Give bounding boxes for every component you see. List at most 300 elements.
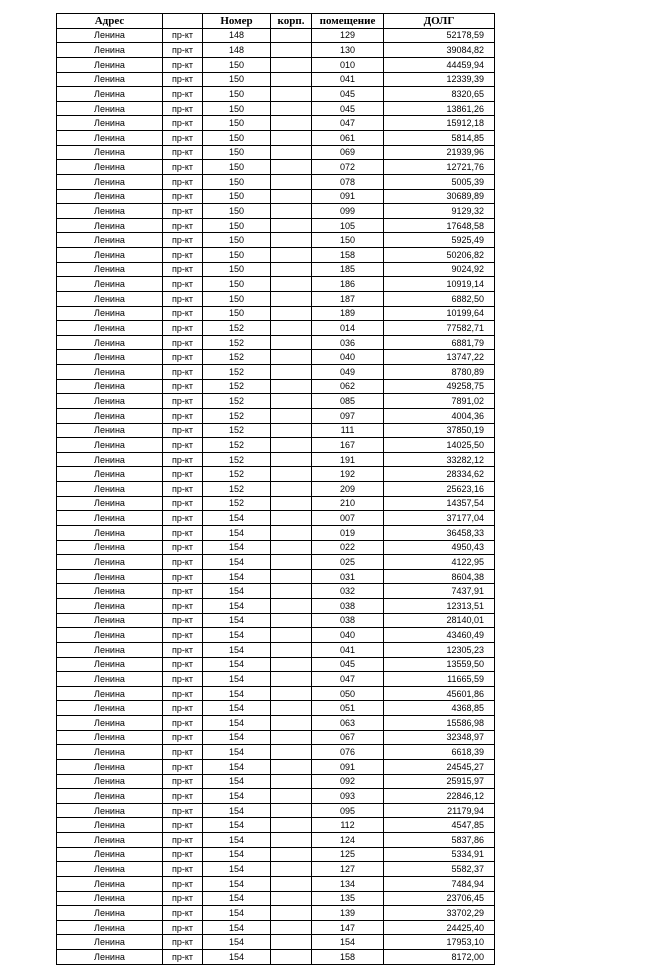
cell-house-number: 154 [203, 628, 271, 643]
cell-premises: 111 [312, 423, 384, 438]
cell-street-type: пр-кт [163, 774, 203, 789]
cell-building [271, 716, 312, 731]
cell-premises: 041 [312, 642, 384, 657]
table-row [57, 306, 495, 321]
cell-street-type: пр-кт [163, 920, 203, 935]
table-row [57, 628, 495, 643]
cell-street-type: пр-кт [163, 277, 203, 292]
cell-street: Ленина [57, 452, 163, 467]
table-row [57, 525, 495, 540]
cell-street: Ленина [57, 87, 163, 102]
cell-debt: 25623,16 [384, 482, 495, 497]
cell-street-type: пр-кт [163, 701, 203, 716]
cell-street: Ленина [57, 950, 163, 965]
cell-debt: 4547,85 [384, 818, 495, 833]
cell-debt: 28140,01 [384, 613, 495, 628]
cell-premises: 139 [312, 906, 384, 921]
table-row [57, 467, 495, 482]
cell-street-type: пр-кт [163, 248, 203, 263]
cell-building [271, 613, 312, 628]
cell-premises: 045 [312, 101, 384, 116]
cell-street: Ленина [57, 57, 163, 72]
cell-house-number: 150 [203, 233, 271, 248]
cell-debt: 44459,94 [384, 57, 495, 72]
cell-building [271, 72, 312, 87]
debt-table-sheet [56, 13, 495, 965]
table-row [57, 116, 495, 131]
cell-street: Ленина [57, 131, 163, 146]
cell-street: Ленина [57, 642, 163, 657]
cell-building [271, 57, 312, 72]
cell-street-type: пр-кт [163, 131, 203, 146]
cell-street-type: пр-кт [163, 686, 203, 701]
cell-building [271, 935, 312, 950]
cell-street-type: пр-кт [163, 584, 203, 599]
cell-debt: 17953,10 [384, 935, 495, 950]
cell-house-number: 150 [203, 248, 271, 263]
cell-building [271, 218, 312, 233]
table-row [57, 160, 495, 175]
cell-house-number: 150 [203, 160, 271, 175]
cell-house-number: 150 [203, 87, 271, 102]
cell-debt: 5582,37 [384, 862, 495, 877]
cell-premises: 127 [312, 862, 384, 877]
cell-street-type: пр-кт [163, 672, 203, 687]
cell-street: Ленина [57, 262, 163, 277]
cell-debt: 17648,58 [384, 218, 495, 233]
cell-house-number: 152 [203, 365, 271, 380]
cell-street: Ленина [57, 672, 163, 687]
cell-premises: 031 [312, 569, 384, 584]
table-row [57, 950, 495, 965]
cell-house-number: 154 [203, 950, 271, 965]
cell-house-number: 154 [203, 891, 271, 906]
cell-street-type: пр-кт [163, 789, 203, 804]
cell-premises: 051 [312, 701, 384, 716]
cell-premises: 167 [312, 438, 384, 453]
cell-street: Ленина [57, 511, 163, 526]
cell-building [271, 467, 312, 482]
cell-debt: 10919,14 [384, 277, 495, 292]
cell-premises: 041 [312, 72, 384, 87]
cell-premises: 210 [312, 496, 384, 511]
cell-debt: 50206,82 [384, 248, 495, 263]
cell-debt: 30689,89 [384, 189, 495, 204]
cell-house-number: 154 [203, 716, 271, 731]
cell-street: Ленина [57, 291, 163, 306]
cell-debt: 13559,50 [384, 657, 495, 672]
cell-street: Ленина [57, 28, 163, 43]
table-row [57, 920, 495, 935]
table-row [57, 365, 495, 380]
cell-premises: 038 [312, 613, 384, 628]
cell-house-number: 154 [203, 847, 271, 862]
cell-premises: 130 [312, 43, 384, 58]
cell-premises: 124 [312, 833, 384, 848]
debt-table [56, 13, 495, 965]
cell-street-type: пр-кт [163, 174, 203, 189]
cell-house-number: 150 [203, 277, 271, 292]
table-row [57, 789, 495, 804]
cell-street-type: пр-кт [163, 28, 203, 43]
cell-debt: 49258,75 [384, 379, 495, 394]
table-row [57, 672, 495, 687]
cell-street: Ленина [57, 204, 163, 219]
cell-house-number: 150 [203, 189, 271, 204]
table-row [57, 818, 495, 833]
cell-premises: 072 [312, 160, 384, 175]
cell-debt: 6882,50 [384, 291, 495, 306]
cell-street-type: пр-кт [163, 730, 203, 745]
cell-building [271, 423, 312, 438]
cell-street: Ленина [57, 423, 163, 438]
cell-street: Ленина [57, 789, 163, 804]
cell-debt: 13747,22 [384, 350, 495, 365]
cell-premises: 032 [312, 584, 384, 599]
cell-building [271, 847, 312, 862]
cell-building [271, 818, 312, 833]
cell-premises: 092 [312, 774, 384, 789]
cell-street: Ленина [57, 174, 163, 189]
cell-premises: 158 [312, 950, 384, 965]
cell-building [271, 394, 312, 409]
cell-premises: 062 [312, 379, 384, 394]
header-street-type [163, 14, 203, 29]
cell-street: Ленина [57, 862, 163, 877]
cell-house-number: 150 [203, 204, 271, 219]
cell-debt: 6618,39 [384, 745, 495, 760]
cell-premises: 007 [312, 511, 384, 526]
cell-premises: 050 [312, 686, 384, 701]
cell-building [271, 642, 312, 657]
cell-debt: 12721,76 [384, 160, 495, 175]
cell-street: Ленина [57, 569, 163, 584]
cell-street: Ленина [57, 101, 163, 116]
cell-debt: 12313,51 [384, 599, 495, 614]
table-row [57, 350, 495, 365]
cell-premises: 095 [312, 803, 384, 818]
cell-premises: 036 [312, 335, 384, 350]
cell-debt: 5925,49 [384, 233, 495, 248]
table-row [57, 408, 495, 423]
cell-premises: 010 [312, 57, 384, 72]
cell-street: Ленина [57, 496, 163, 511]
cell-debt: 14025,50 [384, 438, 495, 453]
cell-house-number: 154 [203, 935, 271, 950]
cell-premises: 189 [312, 306, 384, 321]
table-row [57, 291, 495, 306]
cell-building [271, 628, 312, 643]
cell-street-type: пр-кт [163, 862, 203, 877]
cell-street-type: пр-кт [163, 423, 203, 438]
cell-street: Ленина [57, 716, 163, 731]
table-row [57, 379, 495, 394]
table-row [57, 131, 495, 146]
cell-street-type: пр-кт [163, 876, 203, 891]
cell-street-type: пр-кт [163, 935, 203, 950]
cell-house-number: 154 [203, 599, 271, 614]
cell-debt: 5814,85 [384, 131, 495, 146]
cell-building [271, 43, 312, 58]
cell-building [271, 291, 312, 306]
table-row [57, 204, 495, 219]
table-row [57, 321, 495, 336]
cell-house-number: 152 [203, 467, 271, 482]
table-row [57, 72, 495, 87]
cell-street: Ленина [57, 759, 163, 774]
cell-street: Ленина [57, 365, 163, 380]
cell-street: Ленина [57, 803, 163, 818]
cell-street-type: пр-кт [163, 759, 203, 774]
cell-street: Ленина [57, 306, 163, 321]
cell-debt: 52178,59 [384, 28, 495, 43]
cell-premises: 125 [312, 847, 384, 862]
cell-premises: 076 [312, 745, 384, 760]
cell-street-type: пр-кт [163, 408, 203, 423]
cell-building [271, 145, 312, 160]
cell-street-type: пр-кт [163, 569, 203, 584]
table-row [57, 452, 495, 467]
table-row [57, 423, 495, 438]
table-row [57, 716, 495, 731]
cell-street-type: пр-кт [163, 160, 203, 175]
cell-house-number: 154 [203, 525, 271, 540]
cell-house-number: 150 [203, 145, 271, 160]
cell-house-number: 150 [203, 262, 271, 277]
cell-building [271, 379, 312, 394]
table-row [57, 87, 495, 102]
cell-premises: 047 [312, 672, 384, 687]
cell-premises: 078 [312, 174, 384, 189]
cell-street-type: пр-кт [163, 496, 203, 511]
cell-building [271, 28, 312, 43]
cell-street-type: пр-кт [163, 745, 203, 760]
table-row [57, 189, 495, 204]
cell-street: Ленина [57, 467, 163, 482]
cell-building [271, 833, 312, 848]
cell-premises: 063 [312, 716, 384, 731]
cell-building [271, 452, 312, 467]
cell-debt: 33282,12 [384, 452, 495, 467]
cell-house-number: 154 [203, 730, 271, 745]
cell-street: Ленина [57, 818, 163, 833]
cell-building [271, 116, 312, 131]
cell-building [271, 101, 312, 116]
cell-debt: 7891,02 [384, 394, 495, 409]
cell-house-number: 150 [203, 131, 271, 146]
cell-house-number: 148 [203, 28, 271, 43]
cell-premises: 019 [312, 525, 384, 540]
cell-premises: 150 [312, 233, 384, 248]
cell-premises: 209 [312, 482, 384, 497]
cell-house-number: 152 [203, 482, 271, 497]
cell-premises: 154 [312, 935, 384, 950]
cell-building [271, 204, 312, 219]
cell-premises: 134 [312, 876, 384, 891]
cell-premises: 187 [312, 291, 384, 306]
cell-house-number: 154 [203, 876, 271, 891]
cell-street-type: пр-кт [163, 350, 203, 365]
table-row [57, 642, 495, 657]
cell-debt: 7484,94 [384, 876, 495, 891]
cell-street-type: пр-кт [163, 613, 203, 628]
cell-building [271, 906, 312, 921]
cell-house-number: 154 [203, 789, 271, 804]
table-row [57, 555, 495, 570]
cell-house-number: 152 [203, 321, 271, 336]
cell-street-type: пр-кт [163, 628, 203, 643]
cell-street: Ленина [57, 116, 163, 131]
header-house-number: Номер [203, 14, 271, 29]
cell-street: Ленина [57, 350, 163, 365]
cell-street: Ленина [57, 233, 163, 248]
cell-building [271, 131, 312, 146]
cell-house-number: 154 [203, 803, 271, 818]
cell-premises: 191 [312, 452, 384, 467]
cell-building [271, 759, 312, 774]
cell-street-type: пр-кт [163, 818, 203, 833]
cell-street-type: пр-кт [163, 555, 203, 570]
cell-street-type: пр-кт [163, 950, 203, 965]
cell-debt: 12305,23 [384, 642, 495, 657]
table-row [57, 584, 495, 599]
cell-premises: 025 [312, 555, 384, 570]
table-row [57, 248, 495, 263]
cell-debt: 6881,79 [384, 335, 495, 350]
cell-street: Ленина [57, 745, 163, 760]
cell-house-number: 150 [203, 174, 271, 189]
cell-street: Ленина [57, 730, 163, 745]
table-row [57, 218, 495, 233]
cell-street: Ленина [57, 584, 163, 599]
cell-street: Ленина [57, 408, 163, 423]
table-row [57, 862, 495, 877]
cell-building [271, 321, 312, 336]
cell-building [271, 525, 312, 540]
cell-street: Ленина [57, 335, 163, 350]
cell-street-type: пр-кт [163, 452, 203, 467]
table-row [57, 876, 495, 891]
cell-house-number: 154 [203, 686, 271, 701]
table-row [57, 935, 495, 950]
cell-debt: 12339,39 [384, 72, 495, 87]
table-row [57, 262, 495, 277]
header-address: Адрес [57, 14, 163, 29]
cell-house-number: 150 [203, 72, 271, 87]
cell-building [271, 365, 312, 380]
cell-building [271, 511, 312, 526]
cell-building [271, 920, 312, 935]
cell-premises: 091 [312, 759, 384, 774]
cell-building [271, 950, 312, 965]
cell-debt: 21179,94 [384, 803, 495, 818]
cell-building [271, 657, 312, 672]
table-row [57, 906, 495, 921]
cell-house-number: 152 [203, 496, 271, 511]
cell-house-number: 152 [203, 350, 271, 365]
cell-street: Ленина [57, 657, 163, 672]
cell-debt: 10199,64 [384, 306, 495, 321]
table-row [57, 511, 495, 526]
cell-premises: 105 [312, 218, 384, 233]
table-row [57, 599, 495, 614]
cell-building [271, 306, 312, 321]
table-row [57, 657, 495, 672]
cell-house-number: 152 [203, 408, 271, 423]
cell-house-number: 154 [203, 657, 271, 672]
cell-street-type: пр-кт [163, 57, 203, 72]
cell-premises: 014 [312, 321, 384, 336]
cell-street-type: пр-кт [163, 321, 203, 336]
cell-street-type: пр-кт [163, 599, 203, 614]
cell-building [271, 482, 312, 497]
cell-house-number: 154 [203, 511, 271, 526]
cell-premises: 192 [312, 467, 384, 482]
cell-building [271, 599, 312, 614]
cell-house-number: 154 [203, 569, 271, 584]
cell-debt: 24545,27 [384, 759, 495, 774]
table-row [57, 540, 495, 555]
cell-street: Ленина [57, 686, 163, 701]
cell-street: Ленина [57, 43, 163, 58]
table-row [57, 57, 495, 72]
cell-building [271, 774, 312, 789]
cell-building [271, 686, 312, 701]
cell-debt: 5005,39 [384, 174, 495, 189]
cell-debt: 25915,97 [384, 774, 495, 789]
cell-house-number: 154 [203, 584, 271, 599]
cell-house-number: 154 [203, 745, 271, 760]
cell-street: Ленина [57, 160, 163, 175]
cell-debt: 33702,29 [384, 906, 495, 921]
table-row [57, 101, 495, 116]
table-row [57, 613, 495, 628]
cell-building [271, 555, 312, 570]
table-row [57, 701, 495, 716]
cell-building [271, 803, 312, 818]
cell-street-type: пр-кт [163, 891, 203, 906]
cell-premises: 158 [312, 248, 384, 263]
cell-street: Ленина [57, 145, 163, 160]
cell-street: Ленина [57, 72, 163, 87]
cell-street-type: пр-кт [163, 72, 203, 87]
cell-debt: 4950,43 [384, 540, 495, 555]
cell-street-type: пр-кт [163, 642, 203, 657]
cell-debt: 7437,91 [384, 584, 495, 599]
cell-street: Ленина [57, 248, 163, 263]
cell-house-number: 154 [203, 642, 271, 657]
cell-debt: 28334,62 [384, 467, 495, 482]
cell-debt: 15586,98 [384, 716, 495, 731]
cell-street-type: пр-кт [163, 204, 203, 219]
cell-house-number: 154 [203, 862, 271, 877]
table-row [57, 759, 495, 774]
cell-street-type: пр-кт [163, 525, 203, 540]
cell-premises: 135 [312, 891, 384, 906]
cell-premises: 022 [312, 540, 384, 555]
cell-street: Ленина [57, 876, 163, 891]
cell-street-type: пр-кт [163, 394, 203, 409]
cell-street: Ленина [57, 482, 163, 497]
cell-building [271, 233, 312, 248]
cell-debt: 5334,91 [384, 847, 495, 862]
cell-premises: 069 [312, 145, 384, 160]
cell-street-type: пр-кт [163, 291, 203, 306]
cell-house-number: 150 [203, 116, 271, 131]
cell-street-type: пр-кт [163, 262, 203, 277]
cell-street-type: пр-кт [163, 379, 203, 394]
cell-street: Ленина [57, 394, 163, 409]
